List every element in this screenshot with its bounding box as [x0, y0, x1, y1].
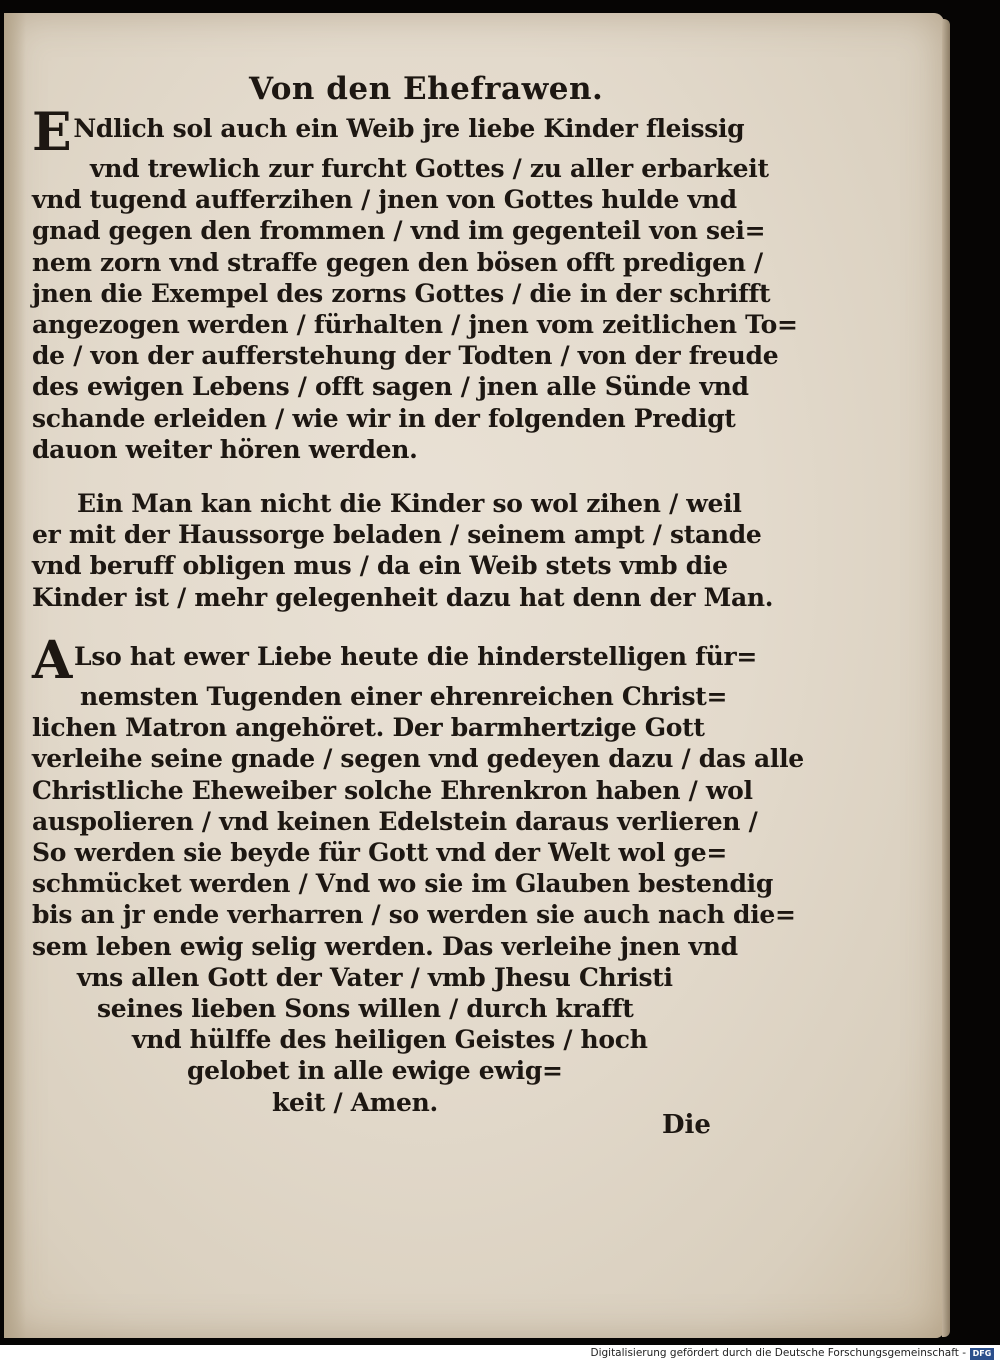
text-line: angezogen werden / fürhalten / jnen vom zeitlichen To= [32, 310, 798, 340]
text-line: Kinder ist / mehr gelegenheit dazu hat denn der Man. [32, 582, 774, 612]
catchword: Die [662, 1110, 711, 1140]
text-line: Ein Man kan nicht die Kinder so wol zihen / weil [77, 489, 742, 518]
text-line: auspolieren / vnd keinen Edelstein daraus verlieren / [32, 806, 758, 836]
text-line: jnen die Exempel des zorns Gottes / die in der schrifft [32, 278, 771, 308]
text-line: seines lieben Sons willen / durch krafft [97, 994, 634, 1024]
paragraph-2 [32, 488, 773, 613]
text-line: vnd beruff obligen mus / da ein Weib stets vmb die [32, 551, 728, 581]
text-line: vns allen Gott der Vater / vmb Jhesu Christi [77, 962, 673, 992]
text-line: dauon weiter hören werden. [32, 434, 418, 464]
drop-cap: E [32, 102, 72, 163]
text-line: nem zorn vnd straffe gegen den bösen offt predigen / [32, 247, 763, 277]
funding-footer [0, 1345, 1000, 1364]
paragraph-3 [32, 630, 804, 1118]
text-line: er mit der Haussorge beladen / seinem ampt / stande [32, 520, 762, 550]
text-line: vnd hülffe des heiligen Geistes / hoch [132, 1025, 648, 1055]
text-line: vnd trewlich zur furcht Gottes / zu aller erbarkeit [90, 154, 769, 183]
text-line: verleihe seine gnade / segen vnd gedeyen dazu / das alle [32, 744, 804, 774]
funding-notice: Digitalisierung gefördert durch die Deutsche Forschungsgemeinschaft - [590, 1347, 966, 1359]
text-line: So werden sie beyde für Gott vnd der Welt wol ge= [32, 838, 727, 868]
running-head: Von den Ehefrawen. [249, 71, 604, 107]
text-line: ALso hat ewer Liebe heute die hinderstelligen für= [32, 630, 758, 691]
text-line: schmücket werden / Vnd wo sie im Glauben bestendig [32, 869, 774, 899]
book-page [4, 13, 944, 1338]
text-line: bis an jr ende verharren / so werden sie auch nach die= [32, 900, 796, 930]
text-line: Christliche Eheweiber solche Ehrenkron haben / wol [32, 775, 753, 805]
text-line: gelobet in alle ewige ewig= [187, 1056, 563, 1086]
text-line: des ewigen Lebens / offt sagen / jnen alle Sünde vnd [32, 372, 749, 402]
text-line: nemsten Tugenden einer ehrenreichen Christ= [80, 682, 728, 711]
text-line: gnad gegen den frommen / vnd im gegenteil von sei= [32, 216, 766, 246]
text-line: vnd tugend aufferzihen / jnen von Gottes hulde vnd [32, 185, 737, 215]
text-line: ENdlich sol auch ein Weib jre liebe Kinder fleissig [32, 102, 745, 163]
drop-cap: A [32, 630, 73, 691]
text-line: de / von der aufferstehung der Todten / von der freude [32, 341, 779, 371]
text-line: sem leben ewig selig werden. Das verleihe jnen vnd [32, 931, 738, 961]
page-edge [942, 19, 950, 1337]
text-line: lichen Matron angehöret. Der barmhertzige Gott [32, 713, 705, 743]
dfg-logo: DFG [970, 1348, 994, 1360]
text-line: keit / Amen. [272, 1087, 438, 1117]
paragraph-1 [32, 102, 798, 465]
text-line: schande erleiden / wie wir in der folgenden Predigt [32, 403, 736, 433]
page-gutter-shadow [4, 13, 26, 1338]
